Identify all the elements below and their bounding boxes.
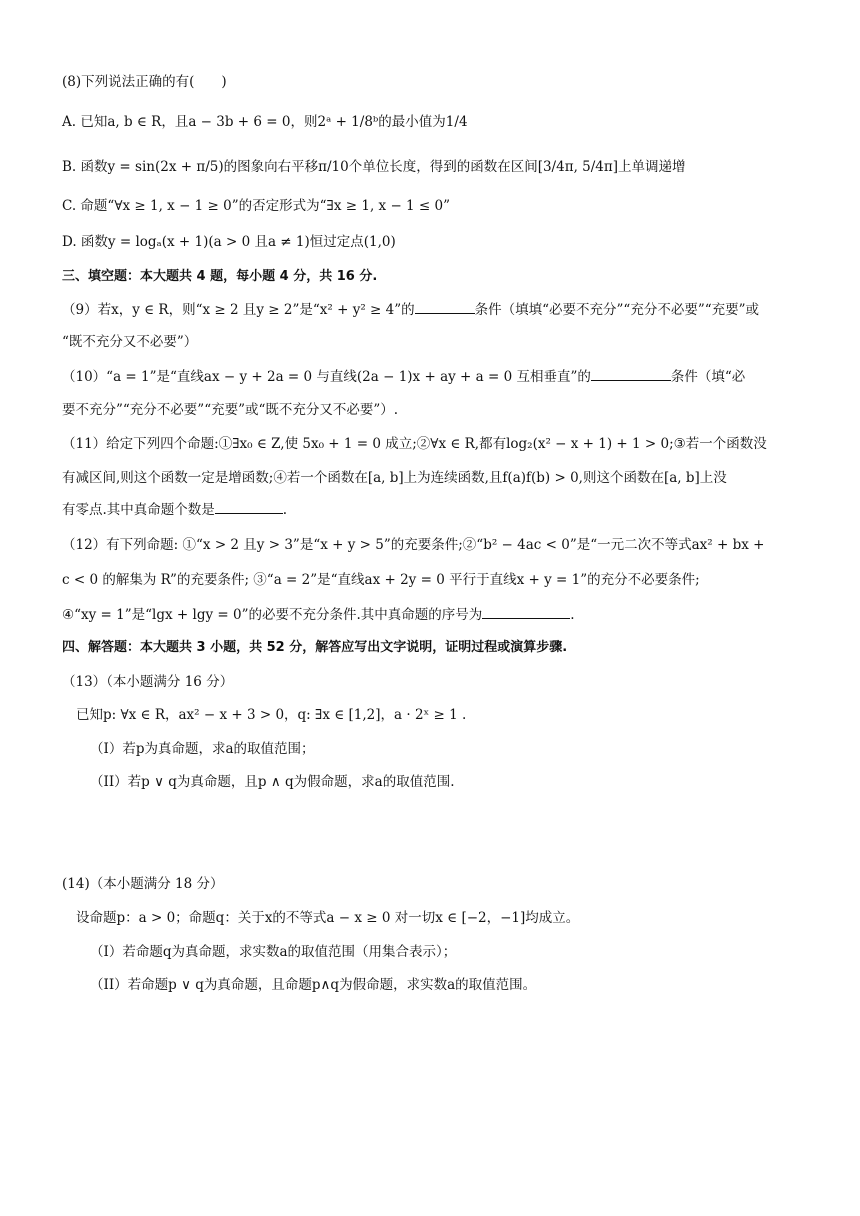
q12-text-3b: . bbox=[570, 607, 575, 623]
q11-line-1: （11）给定下列四个命题:①∃x₀ ∈ Z,使 5x₀ + 1 = 0 成立;②∀x ∈ R,都有log₂(x² − x + 1) + 1 > 0;③若一个函数没 bbox=[62, 436, 767, 452]
q11-text-3: 有零点.其中真命题个数是 bbox=[62, 502, 215, 518]
q10-answer-blank bbox=[591, 366, 671, 381]
section-fill-in-header: 三、填空题：本大题共 4 题，每小题 4 分，共 16 分. bbox=[62, 269, 378, 284]
q12-line-1: （12）有下列命题: ①“x > 2 且y > 3”是“x + y > 5”的充要条件;②“b² − 4ac < 0”是“一元二次不等式ax² + bx + bbox=[62, 537, 765, 553]
q13-part-i: （I）若p为真命题，求a的取值范围； bbox=[90, 741, 315, 757]
q10-text-1: （10）“a = 1”是“直线ax − y + 2a = 0 与直线(2a − 1)x + ay + a = 0 互相垂直”的 bbox=[62, 369, 591, 385]
q11-line-2: 有减区间,则这个函数一定是增函数;④若一个函数在[a, b]上为连续函数,且f(a)f(b) > 0,则这个函数在[a, b]上没 bbox=[62, 470, 727, 486]
q12-answer-blank bbox=[482, 604, 570, 619]
q12-text-3: ④“xy = 1”是“lgx + lgy = 0”的必要不充分条件.其中真命题的序号为 bbox=[62, 607, 483, 623]
q11-answer-blank bbox=[215, 499, 283, 514]
q10-line-1 bbox=[62, 365, 745, 385]
q13-part-ii: （II）若p ∨ q为真命题，且p ∧ q为假命题，求a的取值范围. bbox=[90, 774, 455, 790]
q10-text-1b: 条件（填“必 bbox=[670, 369, 746, 385]
q8-option-c: C. 命题“∀x ≥ 1, x − 1 ≥ 0”的否定形式为“∃x ≥ 1, x − 1 ≤ 0” bbox=[62, 198, 451, 214]
q12-line-3 bbox=[62, 603, 575, 623]
q8-option-b: B. 函数y = sin(2x + π/5)的图象向右平移π/10个单位长度，得到的函数在区间[3/4π, 5/4π]上单调递增 bbox=[62, 159, 686, 175]
q8-option-a: A. 已知a, b ∈ R，且a − 3b + 6 = 0，则2ᵃ + 1/8ᵇ的最小值为1/4 bbox=[62, 114, 468, 130]
q9-line-2: “既不充分又不必要”） bbox=[62, 334, 198, 350]
q13-heading: （13）（本小题满分 16 分） bbox=[62, 674, 234, 690]
q14-part-ii: （II）若命题p ∨ q为真命题，且命题p∧q为假命题，求实数a的取值范围。 bbox=[90, 977, 537, 993]
q14-given: 设命题p：a > 0；命题q：关于x的不等式a − x ≥ 0 对一切x ∈ [−2，−1]均成立。 bbox=[76, 910, 580, 926]
q9-line-1 bbox=[62, 298, 759, 318]
q14-part-i: （I）若命题q为真命题，求实数a的取值范围（用集合表示）； bbox=[90, 944, 457, 960]
q9-answer-blank bbox=[415, 299, 475, 314]
q9-text-1b: 条件（填填“必要不充分”“充分不必要”“充要”或 bbox=[474, 302, 760, 318]
q8-stem: (8)下列说法正确的有( ) bbox=[62, 74, 227, 90]
q13-given: 已知p: ∀x ∈ R，ax² − x + 3 > 0，q: ∃x ∈ [1,2]，a · 2ˣ ≥ 1 . bbox=[76, 707, 467, 723]
q12-line-2: c < 0 的解集为 R”的充要条件; ③“a = 2”是“直线ax + 2y = 0 平行于直线x + y = 1”的充分不必要条件; bbox=[62, 572, 700, 588]
q11-text-3b: . bbox=[282, 502, 288, 518]
q8-option-d: D. 函数y = logₐ(x + 1)(a > 0 且a ≠ 1)恒过定点(1,0) bbox=[62, 234, 396, 250]
q14-heading: (14)（本小题满分 18 分） bbox=[62, 876, 224, 892]
section-answer-header: 四、解答题：本大题共 3 小题，共 52 分，解答应写出文字说明，证明过程或演算步骤. bbox=[62, 640, 568, 655]
q10-line-2: 要不充分”“充分不必要”“充要”或“既不充分又不必要”）. bbox=[62, 402, 399, 418]
q9-text-1: （9）若x，y ∈ R，则“x ≥ 2 且y ≥ 2”是“x² + y² ≥ 4”的 bbox=[62, 302, 415, 318]
q11-line-3 bbox=[62, 498, 287, 518]
